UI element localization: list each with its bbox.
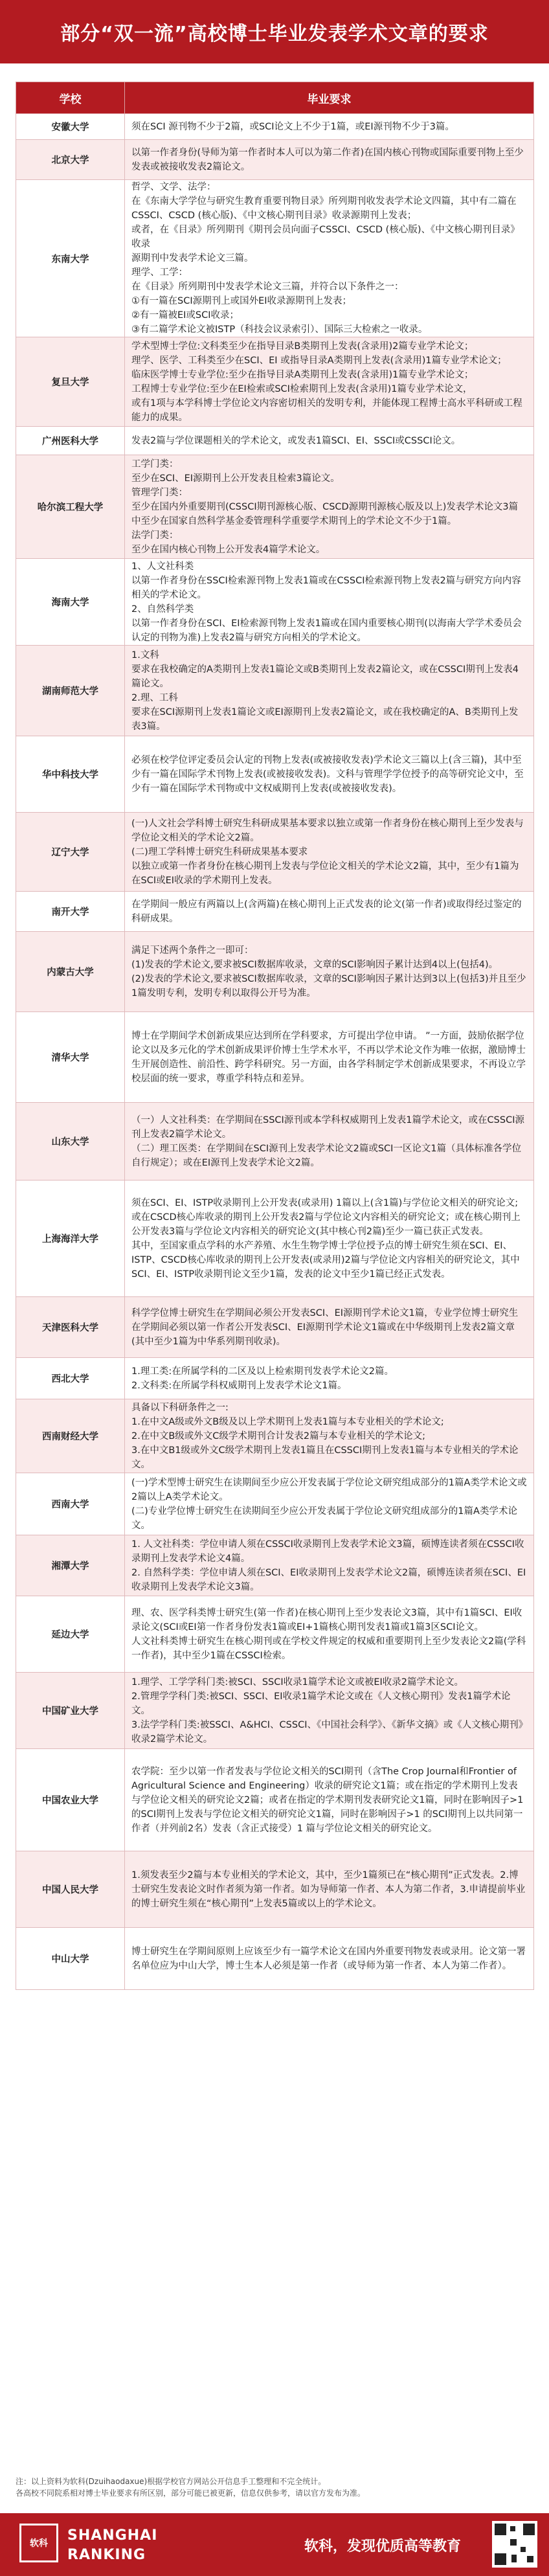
school-name: 中国人民大学 bbox=[16, 1851, 125, 1928]
school-name: 中国矿业大学 bbox=[16, 1673, 125, 1749]
requirement-text bbox=[125, 813, 534, 892]
requirement-line: 农学院：至少以第一作者发表与学位论文相关的SCI期刊（含The Crop Journal和Frontier of Agricultural Science and Engineering）收录的研究论文1篇；或在指定的学术期刊上发表与学位论文相关的研究论文2篇；或者在指定的学术期刊发表研究论文1篇，同时在影响因子>1 的SCI期刊上发表与学位论文相关的研究论文1篇，同时在影响因子>1 的SCI期刊上以共同第一作者（并列前2名）发表（含正式接受）1 篇与学位论文相关的研究论文。 bbox=[131, 1766, 524, 1834]
requirement-text bbox=[125, 559, 534, 646]
requirement-line: 必须在校学位评定委员会认定的刊物上发表(或被接收发表)学术论文三篇以上(含三篇)，其中至少有一篇在国际学术刊物上发表(或被接收发表)。文科与管理学学位授予的高等研究论文中，至少有一篇在国际学术刊物或中文权威期刊上发表(或被接收发表)。 bbox=[131, 754, 524, 794]
requirement-text bbox=[125, 140, 534, 180]
requirement-text bbox=[125, 1673, 534, 1749]
table-row bbox=[16, 1851, 534, 1928]
requirement-line: 以第一作者身份在SCI、EI检索源刊物上发表1篇或在国内重要核心期刊(以海南大学学术委员会认定的刊物为准)上发表2篇与研究方向相关的学术论文。 bbox=[131, 618, 522, 643]
requirement-line: (一)人文社会学科博士研究生科研成果基本要求以独立或第一作者身份在核心期刊上至少发表与学位论文相关的学术论文2篇。 bbox=[131, 818, 524, 843]
requirement-line: 工学门类： bbox=[131, 458, 179, 469]
requirement-line: (二)理工学科博士研究生科研成果基本要求 bbox=[131, 846, 308, 857]
table-row bbox=[16, 559, 534, 646]
footer-slogan: 软科，发现优质高等教育 bbox=[304, 2538, 462, 2555]
requirement-text bbox=[125, 455, 534, 559]
requirement-line: (二)专业学位博士研究生在读期间至少应公开发表属于学位论文研究组成部分的1篇A类学术论文。 bbox=[131, 1506, 517, 1531]
requirement-line: 1.文科 bbox=[131, 650, 159, 661]
table-row bbox=[16, 1473, 534, 1535]
school-name: 复旦大学 bbox=[16, 337, 125, 427]
requirement-line: 管理学门类： bbox=[131, 487, 188, 498]
requirement-line: 博士研究生在学期间原则上应该至少有一篇学术论文在国内外重要刊物发表或录用。论文第一署名单位应为中山大学，博士生本人必须是第一作者（或导师为第一作者、本人为第二作者）。 bbox=[131, 1946, 526, 1971]
table-body bbox=[16, 114, 534, 1990]
requirement-line: 须在SCI 源刊物不少于2篇，或SCI论文上不少于1篇，或EI源刊物不少于3篇。 bbox=[131, 121, 454, 132]
requirement-line: 理学、工学： bbox=[131, 267, 188, 278]
page-title: 部分“双一流”高校博士毕业发表学术文章的要求 bbox=[0, 0, 549, 63]
school-name: 哈尔滨工程大学 bbox=[16, 455, 125, 559]
school-name: 中国农业大学 bbox=[16, 1749, 125, 1851]
school-name: 内蒙古大学 bbox=[16, 932, 125, 1012]
requirement-text bbox=[125, 337, 534, 427]
requirement-text bbox=[125, 1596, 534, 1673]
table-row bbox=[16, 1928, 534, 1990]
requirement-line: 3.在中文B1级或外文C级学术期刊上发表1篇且在CSSCI期刊上发表1篇与本专业相关的学术论文。 bbox=[131, 1445, 519, 1470]
qr-code-icon bbox=[492, 2521, 537, 2568]
requirement-line: ③有二篇学术论文被ISTP（科技会议录索引）、国际三大检索之一收录。 bbox=[131, 324, 428, 335]
requirement-line: 或有1项与本学科博士学位论文内容密切相关的发明专利，并能体现工程博士高水平科研或工程能力的成果。 bbox=[131, 398, 522, 423]
requirement-line: 法学门类： bbox=[131, 530, 179, 541]
table-row bbox=[16, 1535, 534, 1596]
school-name: 中山大学 bbox=[16, 1928, 125, 1990]
requirement-line: 具备以下科研条件之一: bbox=[131, 1402, 229, 1413]
requirement-line: 源期刊中发表学术论文三篇。 bbox=[131, 253, 254, 264]
table-header-row bbox=[16, 82, 534, 114]
table-row bbox=[16, 1673, 534, 1749]
table-row bbox=[16, 140, 534, 180]
requirement-text bbox=[125, 1103, 534, 1181]
table-row bbox=[16, 1181, 534, 1297]
brand-line-2: RANKING bbox=[67, 2547, 146, 2563]
school-name: 湘潭大学 bbox=[16, 1535, 125, 1596]
requirement-line: 满足下述两个条件之一即可： bbox=[131, 945, 254, 956]
requirement-line: （二）理工医类：在学期间在SCI源刊上发表学术论文2篇或SCI一区论文1篇（具体标准各学位自行规定）；或在EI源刊上发表学术论文2篇。 bbox=[131, 1143, 522, 1168]
table-row bbox=[16, 813, 534, 892]
school-name: 延边大学 bbox=[16, 1596, 125, 1673]
requirement-line: 临床医学博士专业学位:至少在指导目录A类期刊上发表(含录用)1篇专业学术论文； bbox=[131, 369, 474, 380]
table-row bbox=[16, 1399, 534, 1473]
school-name: 上海海洋大学 bbox=[16, 1181, 125, 1297]
requirement-text bbox=[125, 736, 534, 813]
requirement-line: 1. 人文社科类：学位申请人须在CSSCI收录期刊上发表学术论文3篇，硕博连读者须在CSSCI收录期刊上发表学术论文4篇。 bbox=[131, 1539, 524, 1564]
table-row bbox=[16, 1358, 534, 1399]
requirement-line: ①有一篇在SCI源期刊上或国外EI收录源期刊上发表； bbox=[131, 296, 352, 306]
requirement-line: 博士在学期间学术创新成果应达到所在学科要求，方可提出学位申请。 ”一方面，鼓励依据学位论文以及多元化的学术创新成果评价博士生学术水平，不再以学术论文作为唯一依据，激励博士生开展创造性、前沿性、跨学科研究。另一方面，由各学科制定学术创新成果要求，不再设立学校层面的统一要求，尊重学科特点和差异。 bbox=[131, 1030, 526, 1084]
requirement-line: 至少在国内核心刊物上公开发表4篇学术论文。 bbox=[131, 544, 326, 555]
requirement-text bbox=[125, 180, 534, 337]
requirement-line: 1.在中文A级或外文B级及以上学术期刊上发表1篇与本专业相关的学术论文; bbox=[131, 1416, 444, 1427]
requirement-line: 或者，在《目录》所列期刊《期刊会员向面子CSSCI、CSCD (核心版)、《中文核心期刊目录》收录 bbox=[131, 225, 520, 249]
requirement-line: 2.管理学学科门类:被SCI、SSCI、EI收录1篇学术论文或在《人文核心期刊》发表1篇学术论文。 bbox=[131, 1691, 511, 1716]
footer-bar bbox=[0, 2513, 549, 2576]
requirement-line: （一）人文社科类：在学期间在SSCI源刊或本学科权威期刊上发表1篇学术论文，或在CSSCI源刊上发表2篇学术论文。 bbox=[131, 1114, 524, 1140]
requirement-line: (一)学术型博士研究生在读期间至少应公开发表属于学位论文研究组成部分的1篇A类学术论文或2篇以上A类学术论文。 bbox=[131, 1477, 527, 1502]
school-name: 天津医科大学 bbox=[16, 1297, 125, 1358]
requirement-text bbox=[125, 1012, 534, 1103]
requirement-line: 在学期间一般应有两篇以上(含两篇)在核心期刊上正式发表的论文(第一作者)或取得经过鉴定的科研成果。 bbox=[131, 899, 522, 924]
school-name: 山东大学 bbox=[16, 1103, 125, 1181]
requirement-text bbox=[125, 427, 534, 455]
requirement-line: 2.理、工科 bbox=[131, 692, 178, 703]
table-row bbox=[16, 455, 534, 559]
requirement-text bbox=[125, 1851, 534, 1928]
school-name: 南开大学 bbox=[16, 892, 125, 932]
table-row bbox=[16, 892, 534, 932]
requirement-line: 其中，至国家重点学科的水产养殖、水生生物学博士学位授予点的博士研究生须在SCI、EI、ISTP、CSCD核心库收录的期刊上公开发表(或录用)2篇与学位论文内容相关的研究论文，其中SCI、EI、ISTP收录期刊论文至少1篇，发表的论文中至少1篇已经正式发表。 bbox=[131, 1240, 520, 1280]
header-school: 学校 bbox=[16, 82, 125, 114]
table-row bbox=[16, 646, 534, 736]
school-name: 北京大学 bbox=[16, 140, 125, 180]
requirement-text bbox=[125, 1473, 534, 1535]
requirement-line: 1.理学、工学学科门类:被SCI、SSCI收录1篇学术论文或被EI收录2篇学术论文。 bbox=[131, 1677, 464, 1688]
requirement-line: 1、人文社科类 bbox=[131, 561, 194, 572]
table-row bbox=[16, 427, 534, 455]
requirement-line: 2. 自然科学类：学位申请人须在SCI、EI收录期刊上发表学术论文2篇，硕博连读者须在SCI、EI收录期刊上发表学术论文3篇。 bbox=[131, 1567, 526, 1592]
requirement-line: 在《东南大学学位与研究生教育重要刊物目录》所列期刊收发表学术论文四篇，其中有二篇在CSSCI、CSCD (核心版)、《中文核心期刊目录》收录源期刊上发表； bbox=[131, 196, 517, 221]
requirement-line: 发表2篇与学位课题相关的学术论文，或发表1篇SCI、EI、SSCI或CSSCI论文。 bbox=[131, 435, 461, 446]
footnote-line-2: 各高校不同院系相对博士毕业要求有所区别，部分可能已被更新，信息仅供参考，请以官方发布为准。 bbox=[16, 2489, 366, 2498]
table-row bbox=[16, 1297, 534, 1358]
table-row bbox=[16, 932, 534, 1012]
requirement-line: (1)发表的学术论文,要求被SCI数据库收录，文章的SCI影响因子累计达到4以上(包括4)。 bbox=[131, 959, 499, 970]
school-name: 西南财经大学 bbox=[16, 1399, 125, 1473]
requirement-line: 3.法学学科门类:被SSCI、A&HCI、CSSCI、《中国社会科学》、《新华文摘》或《人文核心期刊》收录2篇学术论文。 bbox=[131, 1719, 523, 1745]
table-row bbox=[16, 1749, 534, 1851]
requirement-text bbox=[125, 1181, 534, 1297]
table-row bbox=[16, 114, 534, 140]
requirement-line: 人文社科类博士研究生在核心期刊或在学校文件规定的权威和重要期刊上至少发表论文2篇(学科一作者)，其中至少1篇在CSSCI检索。 bbox=[131, 1636, 526, 1661]
school-name: 清华大学 bbox=[16, 1012, 125, 1103]
requirement-line: 工程博士专业学位:至少在EI检索或SCI检索期刊上发表(含录用)1篇专业学术论文， bbox=[131, 383, 473, 394]
requirement-line: 以独立或第一作者身份在核心期刊上发表与学位论文相关的学术论文2篇，其中，至少有1篇为在SCI或EI收录的学术期刊上发表。 bbox=[131, 861, 519, 886]
requirement-line: 理、农、医学科类博士研究生(第一作者)在核心期刊上至少发表论文3篇，其中有1篇SCI、EI收录论文(SCI或EI第一作者身份发表1篇或EI+1篇核心期刊发表1篇或1篇3区SCI论文。 bbox=[131, 1607, 522, 1633]
requirement-line: ②有一篇被EI或SCI收录； bbox=[131, 310, 240, 321]
requirement-line: 至少在国内外重要期刊(CSSCI期刊源核心版、CSCD源期刊源核心版及以上)发表学术论文3篇中至少在国家自然科学基金委管理科学重要学术期刊上的学术论文不少于1篇。 bbox=[131, 501, 519, 526]
footnote-line-1: 注：以上资料为软科(Dzuihaodaxue)根据学校官方网站公开信息手工整理和不完全统计。 bbox=[16, 2477, 326, 2486]
school-name: 华中科技大学 bbox=[16, 736, 125, 813]
requirement-text bbox=[125, 1399, 534, 1473]
school-name: 辽宁大学 bbox=[16, 813, 125, 892]
school-name: 海南大学 bbox=[16, 559, 125, 646]
footnote bbox=[16, 2476, 533, 2499]
ranking-logo: 软科 bbox=[19, 2524, 58, 2562]
school-name: 湖南师范大学 bbox=[16, 646, 125, 736]
table-row bbox=[16, 337, 534, 427]
school-name: 广州医科大学 bbox=[16, 427, 125, 455]
requirement-line: 以第一作者身份在SSCI检索源刊物上发表1篇或在CSSCI检索源刊物上发表2篇与研究方向内容相关的学术论文。 bbox=[131, 575, 521, 600]
table-row bbox=[16, 736, 534, 813]
requirement-line: (2)发表的学术论文,要求被SCI数据库收录，文章的SCI影响因子累计达到3以上(包括3)并且至少1篇发明专利，发明专利以取得公开号为准。 bbox=[131, 973, 526, 999]
requirement-line: 1.须发表至少2篇与本专业相关的学术论文，其中，至少1篇须已在“核心期刊”正式发表。2.博士研究生发表论文时作者须为第一作者。如为导师第一作者、本人为第二作者，3.申请提前毕业的博士研究生须在“核心期刊”上发表5篇或以上的学术论文。 bbox=[131, 1870, 526, 1909]
requirement-text bbox=[125, 932, 534, 1012]
requirement-line: 2.在中文B级或外文C级学术期刊合计发表2篇与本专业相关的学术论文; bbox=[131, 1430, 426, 1441]
requirement-line: 哲学、文学、法学： bbox=[131, 182, 216, 192]
brand-line-1: SHANGHAI bbox=[67, 2527, 158, 2544]
requirement-line: 须在SCI、EI、ISTP收录期刊上公开发表(或录用) 1篇以上(含1篇)与学位论文相关的研究论文;或在CSCD核心库收录的期刊上公开发表2篇与学位论文内容相关的研究论文；或在核心期刊上公开发表3篇与学位论文内容相关的研究论文(其中核心刊2篇)至少一篇已获正式发表。 bbox=[131, 1197, 521, 1237]
requirement-text bbox=[125, 1297, 534, 1358]
requirement-line: 2、自然科学类 bbox=[131, 604, 194, 615]
school-name: 西南大学 bbox=[16, 1473, 125, 1535]
table-row bbox=[16, 1596, 534, 1673]
requirement-line: 在《目录》所列期刊中发表学术论文三篇，并符合以下条件之一： bbox=[131, 282, 404, 292]
requirement-text bbox=[125, 1535, 534, 1596]
table-row bbox=[16, 1103, 534, 1181]
requirements-table-wrap bbox=[16, 82, 533, 1990]
requirement-line: 要求在我校确定的A类期刊上发表1篇论文或B类期刊上发表2篇论文，或在CSSCI期刊上发表4篇论文。 bbox=[131, 664, 519, 689]
requirement-text bbox=[125, 1928, 534, 1990]
requirement-line: 学术型博士学位:文科类至少在指导目录B类期刊上发表(含录用)2篇专业学术论文； bbox=[131, 341, 474, 352]
requirements-table bbox=[16, 82, 534, 1990]
requirement-text bbox=[125, 1749, 534, 1851]
requirement-line: 以第一作者身份(导师为第一作者时本人可以为第二作者)在国内核心刊物或国际重要刊物上至少发表或被接收发表2篇论文。 bbox=[131, 147, 524, 172]
requirement-line: 1.理工类:在所属学科的二区及以上检索期刊发表学术论文2篇。 bbox=[131, 1366, 394, 1377]
requirement-text bbox=[125, 892, 534, 932]
school-name: 安徽大学 bbox=[16, 114, 125, 140]
requirement-line: 2.文科类:在所属学科权威期刊上发表学术论文1篇。 bbox=[131, 1380, 347, 1391]
header-requirement: 毕业要求 bbox=[125, 82, 534, 114]
requirement-line: 要求在SCI源期刊上发表1篇论文或EI源期刊上发表2篇论文，或在我校确定的A、B类期刊上发表3篇。 bbox=[131, 706, 519, 732]
requirement-text bbox=[125, 114, 534, 140]
requirement-line: 理学、医学、工科类至少在SCI、EI 或指导目录A类期刊上发表(含录用)1篇专业学术论文； bbox=[131, 355, 507, 366]
school-name: 东南大学 bbox=[16, 180, 125, 337]
table-row bbox=[16, 180, 534, 337]
school-name: 西北大学 bbox=[16, 1358, 125, 1399]
requirement-line: 至少在SCI、EI源期刊上公开发表且检索3篇论文。 bbox=[131, 473, 340, 484]
requirement-text bbox=[125, 1358, 534, 1399]
requirement-text bbox=[125, 646, 534, 736]
requirement-line: 科学学位博士研究生在学期间必须公开发表SCI、EI源期刊学术论文1篇，专业学位博士研究生在学期间必须以第一作者公开发表SCI、EI源期刊学术论文1篇或在中华级期刊上发表2篇文章(其中至少1篇为中华系列期刊收录)。 bbox=[131, 1307, 519, 1347]
table-row bbox=[16, 1012, 534, 1103]
